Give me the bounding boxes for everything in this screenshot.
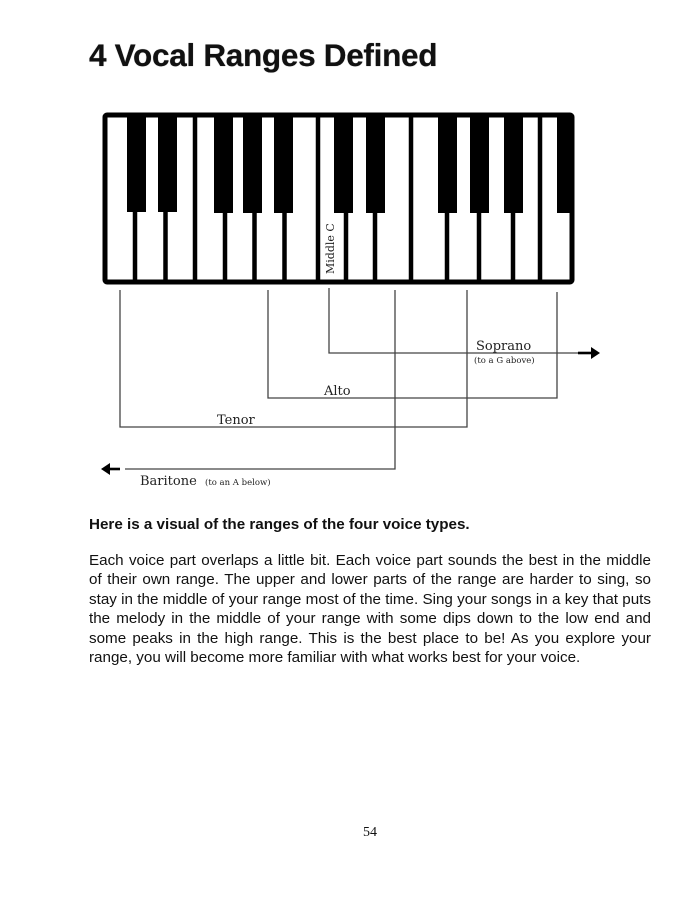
diagram-caption: Here is a visual of the ranges of the four voice types. xyxy=(89,516,470,533)
soprano-label: Soprano xyxy=(476,339,532,354)
baritone-note: (to an A below) xyxy=(205,478,271,488)
alto-label: Alto xyxy=(324,384,351,399)
left-arrow-icon xyxy=(101,463,120,475)
tenor-label: Tenor xyxy=(217,413,255,428)
page-title: 4 Vocal Ranges Defined xyxy=(89,37,438,73)
body-paragraph: Each voice part overlaps a little bit. Each voice part sounds the best in the middle of their own range. The upper and lower parts of the range are harder to sing, so stay in the middle of your range most of the time. Sing your songs in a key that puts the melody in the middle of your range with some dips down to the low end and some peaks in the high range. This is the best place to be! As you explore your range, you will become more familiar with what works best for your voice. xyxy=(89,552,651,667)
range-lines xyxy=(120,288,588,469)
right-arrow-icon xyxy=(578,347,600,359)
baritone-label: Baritone xyxy=(140,474,197,489)
piano-keyboard xyxy=(105,115,572,282)
middle-c-label: Middle C xyxy=(324,223,337,274)
tenor-range-line xyxy=(120,290,467,427)
baritone-range-line xyxy=(125,290,395,469)
soprano-note: (to a G above) xyxy=(474,356,535,366)
soprano-range-line xyxy=(329,288,588,353)
page-number: 54 xyxy=(363,825,377,840)
